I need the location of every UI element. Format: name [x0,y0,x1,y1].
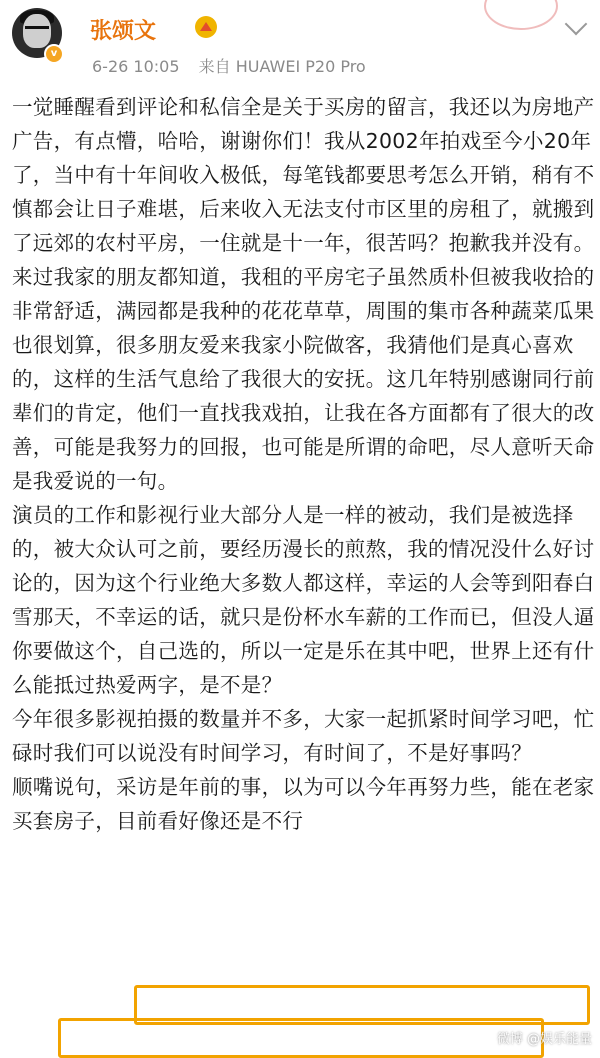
author-name[interactable]: 张颂文 [90,19,157,44]
avatar-glasses [25,26,49,35]
paragraph: 演员的工作和影视行业大部分人是一样的被动，我们是被选择的，被大众认可之前，要经历漫长的煎熬，我的情况没什么好讨论的，因为这个行业绝大多数人都这样，幸运的人会等到阳春白雪那天，不幸运的话，就只是份杯水车薪的工作而已，但没人逼你要做这个，自己选的，所以一定是乐在其中吧，世界上还有什么能抵过热爱两字，是不是？ [12,503,595,697]
crown-icon [195,16,217,38]
post-date: 6-26 10:05 [92,57,180,76]
paragraph: 一觉睡醒看到评论和私信全是关于买房的留言，我还以为房地产广告，有点懵，哈哈，谢谢你们！我从2002年拍戏至今小20年了，当中有十年间收入极低，每笔钱都要思考怎么开销，稍有不慎都会让日子难堪，后来收入无法支付市区里的房租了，就搬到了远郊的农村平房，一住就是十一年，很苦吗？抱歉我并没有。来过我家的朋友都知道，我租的平房宅子虽然质朴但被我收拾的非常舒适，满园都是我种的花花草草，周围的集市各种蔬菜瓜果也很划算，很多朋友爱来我家小院做客，我猜他们是真心喜欢的，这样的生活气息给了我很大的安抚。这几年特别感谢同行前辈们的肯定，他们一直找我戏拍，让我在各方面都有了很大的改善，可能是我努力的回报，也可能是所谓的命吧，尽人意听天命是我爱说的一句。 [12,95,595,493]
paragraph: 今年很多影视拍摄的数量并不多，大家一起抓紧时间学习吧，忙碌时我们可以说没有时间学习，有时间了，不是好事吗？ [12,707,595,765]
chevron-down-icon[interactable] [565,13,588,36]
stamp-decoration [484,0,558,30]
post-source: 来自 HUAWEI P20 Pro [198,57,366,76]
highlight-box [58,1018,544,1058]
post-meta [92,54,380,77]
post-header [0,0,600,86]
watermark: 微博 @娱乐能量 [496,1032,592,1047]
verified-icon: v [44,44,64,64]
paragraph: 顺嘴说句，采访是年前的事，以为可以今年再努力些，能在老家买套房子，目前看好像还是不行 [12,775,595,833]
post-body [12,90,596,838]
